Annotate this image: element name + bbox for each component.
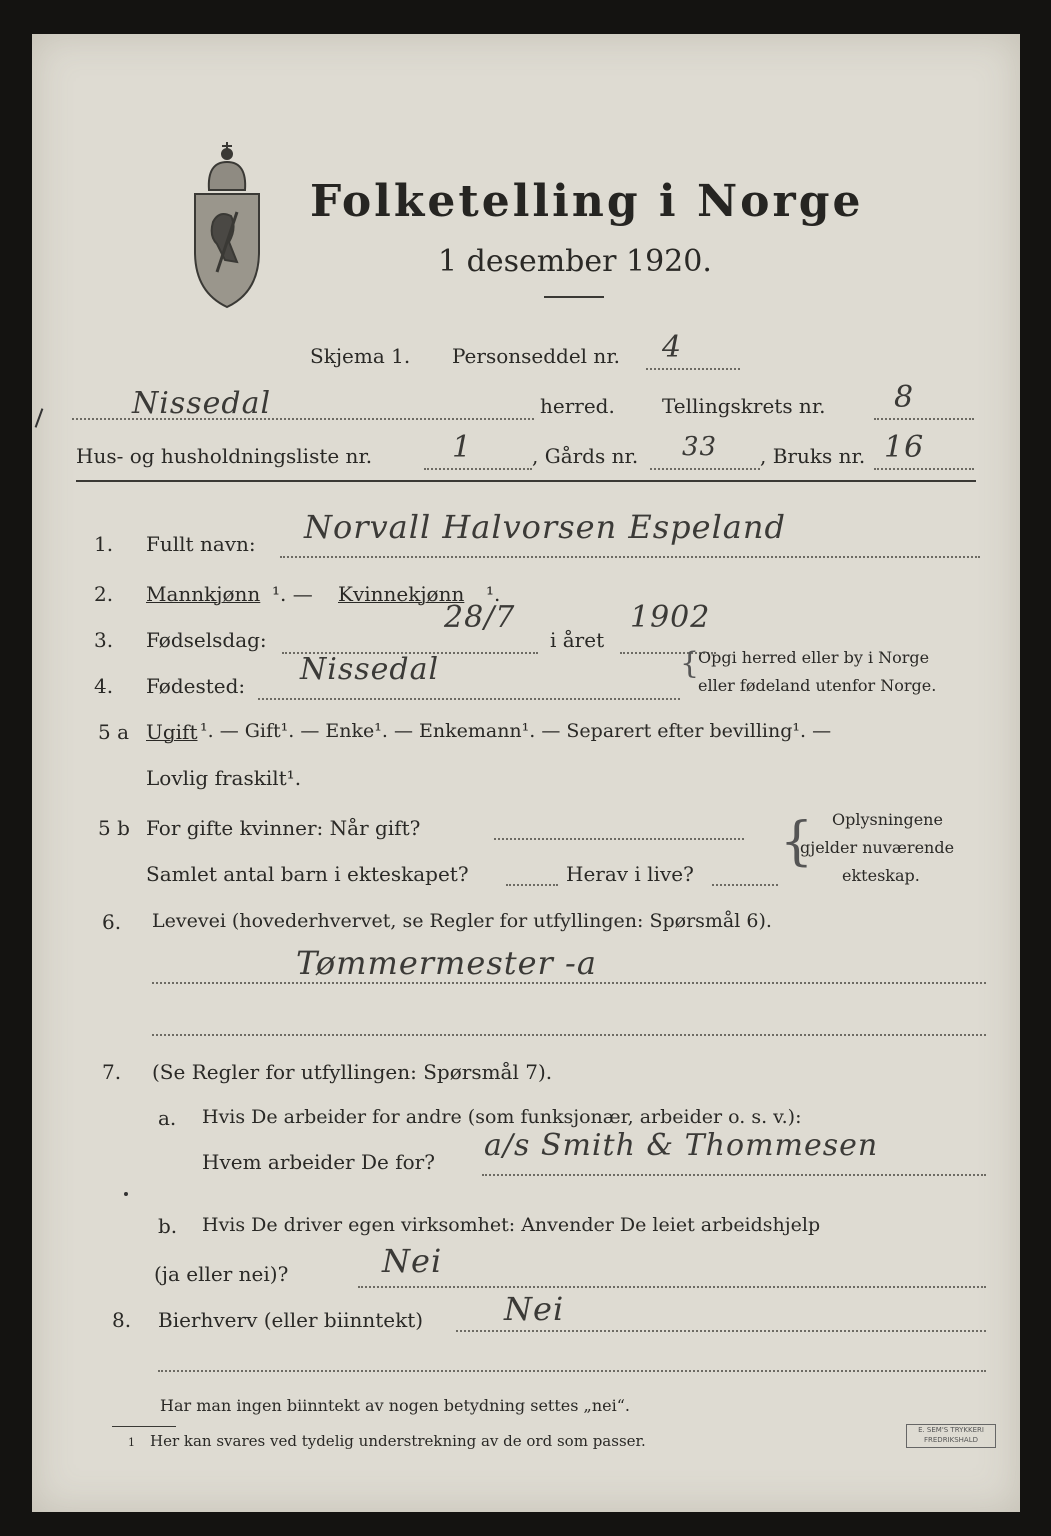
q6-line2 — [152, 1034, 986, 1036]
printer-stamp: E. SEM'S TRYKKERI FREDRIKSHALD — [906, 1424, 996, 1448]
q1-number: 1. — [94, 532, 114, 556]
q4-line — [258, 698, 680, 700]
q3-year-label: i året — [550, 628, 605, 652]
q3-label: Fødselsdag: — [146, 628, 267, 652]
gender-female[interactable]: Kvinnekjønn — [338, 582, 465, 606]
q5a-number: 5 a — [98, 720, 130, 744]
occupation-value[interactable]: Tømmermester -a — [296, 944, 597, 982]
q8-number: 8. — [112, 1308, 132, 1332]
gards-value[interactable]: 33 — [682, 432, 718, 462]
q5b-note3: ekteskap. — [842, 866, 920, 885]
tellingskrets-line — [874, 418, 974, 420]
q8-line1 — [456, 1330, 986, 1332]
q5b-number: 5 b — [98, 816, 130, 840]
q7a-question: Hvem arbeider De for? — [202, 1150, 435, 1174]
footnote-rule — [112, 1426, 176, 1427]
employer-value[interactable]: a/s Smith & Thommesen — [484, 1128, 879, 1163]
q5b-note2: gjelder nuværende — [800, 838, 955, 857]
personseddel-label: Personseddel nr. — [452, 344, 621, 368]
q7-number: 7. — [102, 1060, 122, 1084]
bruks-label: , Bruks nr. — [760, 444, 866, 468]
q1-label: Fullt navn: — [146, 532, 256, 556]
q8-label: Bierhverv (eller biinntekt) — [158, 1308, 424, 1332]
q7b-question: (ja eller nei)? — [154, 1262, 289, 1286]
q5b-married-line — [494, 838, 744, 840]
civil-status-divorced: Lovlig fraskilt¹. — [146, 766, 302, 790]
herred-line — [72, 418, 534, 420]
civil-status-unmarried[interactable]: Ugift — [146, 720, 198, 744]
birthyear-value[interactable]: 1902 — [630, 600, 711, 635]
q6-line1 — [152, 982, 986, 984]
gender-male[interactable]: Mannkjønn — [146, 582, 261, 606]
bruks-line — [874, 468, 974, 470]
gender-separator: ¹. — — [272, 582, 313, 606]
census-form-sheet — [32, 34, 1020, 1512]
form-title: Folketelling i Norge — [310, 176, 864, 227]
q3-number: 3. — [94, 628, 114, 652]
q5b-children-label: Samlet antal barn i ekteskapet? — [146, 862, 469, 886]
q5b-note1: Oplysningene — [832, 810, 943, 829]
personseddel-line — [646, 368, 740, 370]
q4-brace: { — [680, 646, 700, 681]
hired-help-value[interactable]: Nei — [382, 1242, 443, 1280]
bruks-value[interactable]: 16 — [884, 430, 925, 465]
herred-label: herred. — [540, 394, 615, 418]
personseddel-value[interactable]: 4 — [662, 330, 683, 365]
q4-label: Fødested: — [146, 674, 246, 698]
side-income-value[interactable]: Nei — [504, 1290, 565, 1328]
q1-line — [280, 556, 980, 558]
q8-line2 — [158, 1370, 986, 1372]
q4-note-line2: eller fødeland utenfor Norge. — [698, 676, 937, 695]
skjema-label: Skjema 1. — [310, 344, 411, 368]
gards-line — [650, 468, 760, 470]
tellingskrets-label: Tellingskrets nr. — [662, 394, 826, 418]
norwegian-coat-of-arms-icon — [187, 132, 267, 312]
footnote-text: Her kan svares ved tydelig understrekning av de ord som passer. — [150, 1432, 646, 1450]
q5b-children-line — [506, 884, 558, 886]
gender-end: ¹. — [486, 582, 501, 606]
q7b-line — [358, 1286, 986, 1288]
q7a-label: Hvis De arbeider for andre (som funksjonær, arbeider o. s. v.): — [202, 1106, 802, 1128]
footnote-number: 1 — [128, 1436, 135, 1449]
q6-label: Levevei (hovederhvervet, se Regler for utfyllingen: Spørsmål 6). — [152, 910, 772, 932]
q7a-letter: a. — [158, 1106, 177, 1130]
civil-status-options: ¹. — Gift¹. — Enke¹. — Enkemann¹. — Separert efter bevilling¹. — — [200, 720, 832, 742]
birthplace-value[interactable]: Nissedal — [300, 652, 440, 687]
q2-number: 2. — [94, 582, 114, 606]
title-divider — [544, 296, 604, 298]
q7b-letter: b. — [158, 1214, 178, 1238]
q6-number: 6. — [102, 910, 122, 934]
census-date: 1 desember 1920. — [438, 244, 712, 279]
q7b-label: Hvis De driver egen virksomhet: Anvender De leiet arbeidshjelp — [202, 1214, 821, 1236]
gards-label: , Gårds nr. — [532, 444, 639, 468]
q7a-line — [482, 1174, 986, 1176]
q5b-alive-line — [712, 884, 778, 886]
q4-note-line1: Opgi herred eller by i Norge — [698, 648, 930, 667]
header-bottom-rule — [76, 480, 976, 482]
herred-value[interactable]: Nissedal — [132, 386, 272, 421]
hus-value[interactable]: 1 — [452, 430, 473, 465]
full-name-value[interactable]: Norvall Halvorsen Espeland — [304, 508, 786, 546]
q5b-alive-label: Herav i live? — [566, 862, 694, 886]
hus-label: Hus- og husholdningsliste nr. — [76, 444, 373, 468]
q5b-label: For gifte kvinner: Når gift? — [146, 816, 421, 840]
q4-number: 4. — [94, 674, 114, 698]
birthdate-value[interactable]: 28/7 — [444, 600, 516, 635]
margin-dot — [124, 1192, 128, 1196]
q7-label: (Se Regler for utfyllingen: Spørsmål 7). — [152, 1060, 553, 1084]
tellingskrets-value[interactable]: 8 — [894, 380, 915, 415]
side-income-note: Har man ingen biinntekt av nogen betydning settes „nei“. — [160, 1396, 630, 1415]
hus-line — [424, 468, 532, 470]
q5b-brace: { — [780, 812, 814, 872]
margin-mark — [35, 408, 44, 427]
